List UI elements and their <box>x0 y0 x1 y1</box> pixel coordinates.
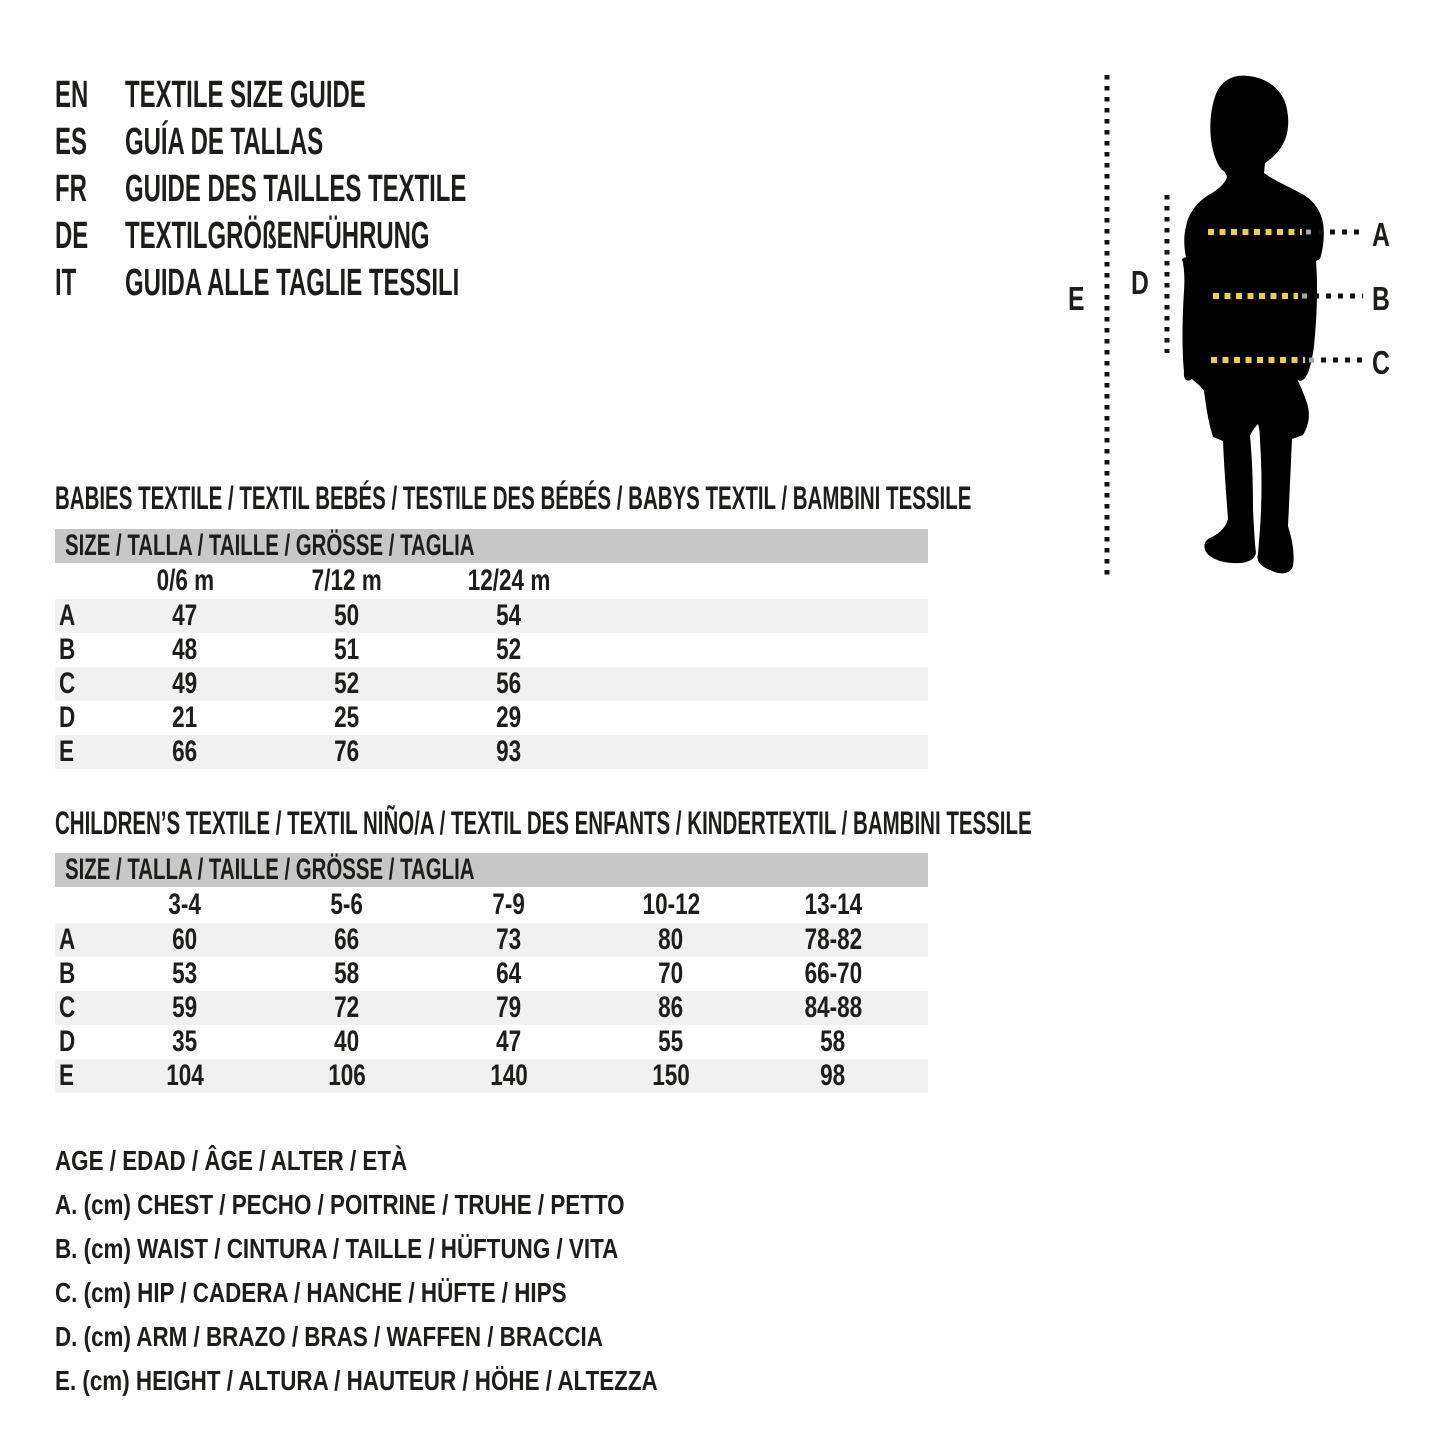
language-code: DE <box>55 215 89 257</box>
legend-line-chest: A. (cm) CHEST / PECHO / POITRINE / TRUHE / PETTO <box>55 1189 625 1220</box>
table-cell: 70 <box>658 957 684 990</box>
table-row <box>55 701 928 735</box>
children-column-header-row <box>55 887 928 923</box>
table-cell: 150 <box>652 1059 690 1092</box>
language-row-de <box>55 213 667 260</box>
row-label: D <box>59 1025 76 1058</box>
table-cell: 25 <box>334 701 360 734</box>
table-row <box>55 1025 928 1059</box>
table-cell: 52 <box>496 633 522 666</box>
table-cell: 84-88 <box>804 991 862 1024</box>
table-cell: 106 <box>328 1059 366 1092</box>
table-cell: 47 <box>496 1025 522 1058</box>
babies-column-header-row <box>55 563 928 599</box>
table-cell: 64 <box>496 957 522 990</box>
children-column-header: 7-9 <box>492 888 526 921</box>
measure-label-b: B <box>1372 280 1390 317</box>
children-column-header: 5-6 <box>330 888 364 921</box>
table-cell: 55 <box>658 1025 684 1058</box>
table-row <box>55 735 928 769</box>
guide-title-de: TEXTILGRÖßENFÜHRUNG <box>125 215 430 257</box>
table-cell: 52 <box>334 667 360 700</box>
children-column-header: 13-14 <box>804 888 862 921</box>
table-cell: 48 <box>172 633 198 666</box>
table-cell: 58 <box>334 957 360 990</box>
table-cell: 53 <box>172 957 198 990</box>
legend-line-arm: D. (cm) ARM / BRAZO / BRAS / WAFFEN / BRACCIA <box>55 1321 603 1352</box>
children-size-header-bar: SIZE / TALLA / TAILLE / GRÖSSE / TAGLIA <box>55 853 928 887</box>
table-row <box>55 991 928 1025</box>
language-code: EN <box>55 74 89 116</box>
table-row <box>55 633 928 667</box>
table-cell: 54 <box>496 599 522 632</box>
language-row-es <box>55 119 667 166</box>
legend-line-waist: B. (cm) WAIST / CINTURA / TAILLE / HÜFTUNG / VITA <box>55 1233 619 1264</box>
children-size-table <box>55 853 928 1093</box>
row-label: A <box>59 923 76 956</box>
table-cell: 60 <box>172 923 198 956</box>
language-code: ES <box>55 121 87 163</box>
row-label: A <box>59 599 76 632</box>
table-cell: 80 <box>658 923 684 956</box>
table-cell: 140 <box>490 1059 528 1092</box>
table-cell: 93 <box>496 735 522 768</box>
table-cell: 76 <box>334 735 360 768</box>
table-cell: 29 <box>496 701 522 734</box>
table-cell: 56 <box>496 667 522 700</box>
row-label: E <box>59 1059 75 1092</box>
table-cell: 21 <box>172 701 198 734</box>
measure-label-d: D <box>1131 264 1149 301</box>
table-cell: 59 <box>172 991 198 1024</box>
measure-label-a: A <box>1372 216 1390 253</box>
babies-column-header: 7/12 m <box>311 564 383 597</box>
table-row <box>55 1059 928 1093</box>
table-row <box>55 957 928 991</box>
measure-label-e: E <box>1068 280 1085 317</box>
table-cell: 72 <box>334 991 360 1024</box>
guide-title-en: TEXTILE SIZE GUIDE <box>125 74 366 116</box>
table-cell: 66-70 <box>804 957 862 990</box>
legend-line-age: AGE / EDAD / ÂGE / ALTER / ETÀ <box>55 1145 408 1176</box>
table-cell: 50 <box>334 599 360 632</box>
row-label: B <box>59 957 76 990</box>
table-cell: 40 <box>334 1025 360 1058</box>
babies-column-header: 0/6 m <box>156 564 214 597</box>
table-cell: 104 <box>166 1059 204 1092</box>
language-row-en <box>55 72 667 119</box>
table-cell: 47 <box>172 599 198 632</box>
children-column-header: 3-4 <box>168 888 202 921</box>
table-cell: 73 <box>496 923 522 956</box>
language-code: IT <box>55 262 77 304</box>
row-label: E <box>59 735 75 768</box>
table-cell: 49 <box>172 667 198 700</box>
language-row-it <box>55 260 667 307</box>
babies-size-table <box>55 529 928 769</box>
measurement-legend <box>55 1139 808 1403</box>
row-label: B <box>59 633 76 666</box>
guide-title-es: GUÍA DE TALLAS <box>125 121 324 163</box>
table-cell: 86 <box>658 991 684 1024</box>
table-cell: 35 <box>172 1025 198 1058</box>
babies-section-heading: BABIES TEXTILE / TEXTIL BEBÉS / TESTILE DES BÉBÉS / BABYS TEXTIL / BAMBINI TESSILE <box>55 480 972 516</box>
guide-title-it: GUIDA ALLE TAGLIE TESSILI <box>125 262 460 304</box>
guide-title-fr: GUIDE DES TAILLES TEXTILE <box>125 168 467 210</box>
measure-label-c: C <box>1372 344 1390 381</box>
babies-size-header-bar: SIZE / TALLA / TAILLE / GRÖSSE / TAGLIA <box>55 529 928 563</box>
table-cell: 98 <box>820 1059 846 1092</box>
table-cell: 78-82 <box>804 923 862 956</box>
language-title-list <box>55 72 667 307</box>
table-cell: 58 <box>820 1025 846 1058</box>
table-cell: 79 <box>496 991 522 1024</box>
table-cell: 66 <box>334 923 360 956</box>
children-section-heading: CHILDREN’S TEXTILE / TEXTIL NIÑO/A / TEXTIL DES ENFANTS / KINDERTEXTIL / BAMBINI TESSILE <box>55 805 1032 841</box>
row-label: C <box>59 667 76 700</box>
language-row-fr <box>55 166 667 213</box>
children-column-header: 10-12 <box>642 888 700 921</box>
legend-line-height: E. (cm) HEIGHT / ALTURA / HAUTEUR / HÖHE / ALTEZZA <box>55 1365 658 1396</box>
babies-column-header: 12/24 m <box>467 564 551 597</box>
row-label: D <box>59 701 76 734</box>
row-label: C <box>59 991 76 1024</box>
table-row <box>55 923 928 957</box>
legend-line-hip: C. (cm) HIP / CADERA / HANCHE / HÜFTE / HIPS <box>55 1277 567 1308</box>
language-code: FR <box>55 168 87 210</box>
table-row <box>55 667 928 701</box>
table-cell: 51 <box>334 633 360 666</box>
table-cell: 66 <box>172 735 198 768</box>
table-row <box>55 599 928 633</box>
